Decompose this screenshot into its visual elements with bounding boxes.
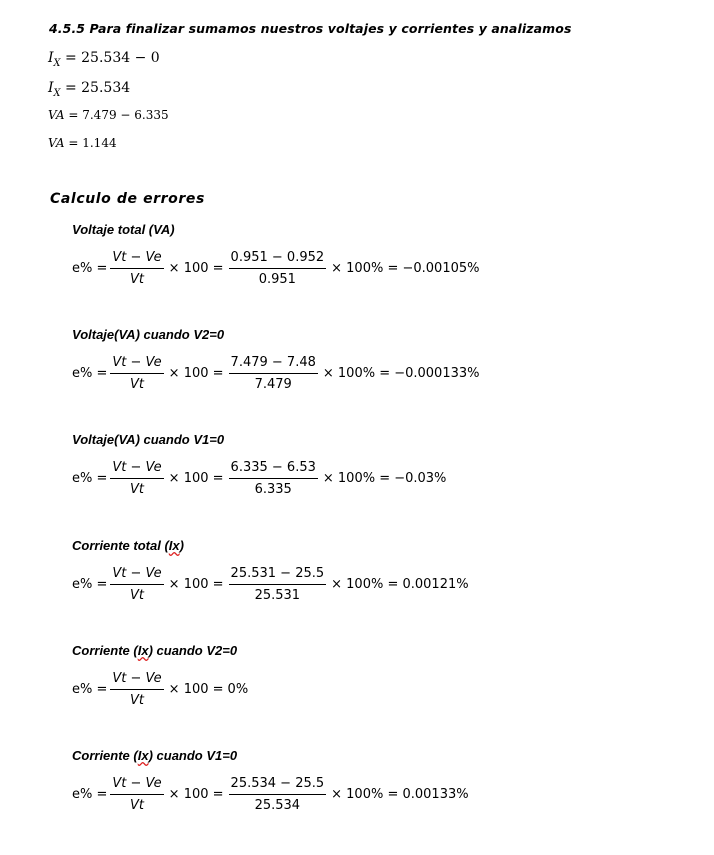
equation-va-1: VA = 7.479 − 6.335 bbox=[48, 108, 169, 122]
formula-fraction: $\frac{Vt - Ve}{Vt}$ bbox=[112, 250, 162, 287]
block-label: Voltaje(VA) cuando V1=0 bbox=[72, 432, 225, 447]
error-formula: e% = $\frac{Vt - Ve}{Vt}$ × 100 = $\frac{6.335 - 6.53}{6.335}$ × 100% = −0.03% bbox=[72, 460, 447, 497]
equation-ix-1: $I_X = 25.534 - 0$ bbox=[48, 50, 160, 69]
values-fraction: $\frac{7.479 - 7.48}{7.479}$ bbox=[230, 355, 316, 392]
error-result: × 100% = 0.00121% bbox=[331, 577, 469, 592]
error-formula: e% = $\frac{Vt - Ve}{Vt}$ × 100 = $\frac{7.479 - 7.48}{7.479}$ × 100% = −0.000133% bbox=[72, 355, 480, 392]
values-fraction: $\frac{25.534 - 25.5}{25.534}$ bbox=[230, 776, 325, 813]
error-result: 0% bbox=[227, 682, 249, 697]
formula-fraction: $\frac{Vt - Ve}{Vt}$ bbox=[112, 671, 162, 708]
block-label: Corriente (Ix) cuando V1=0 bbox=[72, 748, 238, 763]
error-formula: e% = $\frac{Vt - Ve}{Vt}$ × 100 = $\frac{25.534 - 25.5}{25.534}$ × 100% = 0.00133% bbox=[72, 776, 469, 813]
error-result: × 100% = −0.03% bbox=[322, 471, 447, 486]
formula-fraction: $\frac{Vt - Ve}{Vt}$ bbox=[112, 566, 162, 603]
error-formula: e% = $\frac{Vt - Ve}{Vt}$ × 100 = $\frac{25.531 - 25.5}{25.531}$ × 100% = 0.00121% bbox=[72, 566, 469, 603]
spellcheck-mark: Ix bbox=[137, 748, 149, 763]
spellcheck-mark: Ix bbox=[168, 538, 180, 553]
error-block-corriente-v2 bbox=[72, 643, 250, 708]
values-fraction: $\frac{0.951 - 0.952}{0.951}$ bbox=[230, 250, 325, 287]
block-label: Voltaje(VA) cuando V2=0 bbox=[72, 327, 225, 342]
block-label: Voltaje total (VA) bbox=[72, 222, 175, 237]
formula-fraction: $\frac{Vt - Ve}{Vt}$ bbox=[112, 355, 162, 392]
spellcheck-mark: Ix bbox=[137, 643, 149, 658]
block-label: Corriente (Ix) cuando V2=0 bbox=[72, 643, 238, 658]
formula-fraction: $\frac{Vt - Ve}{Vt}$ bbox=[112, 460, 162, 497]
block-label: Corriente total (Ix) bbox=[72, 538, 184, 553]
error-result: × 100% = −0.000133% bbox=[322, 366, 480, 381]
error-block-voltaje-v2 bbox=[72, 327, 482, 392]
equation-ix-2: $I_X = 25.534$ bbox=[48, 80, 131, 99]
equation-va-2: VA = 1.144 bbox=[48, 136, 117, 150]
values-fraction: $\frac{25.531 - 25.5}{25.531}$ bbox=[230, 566, 325, 603]
error-result: × 100% = −0.00105% bbox=[331, 261, 480, 276]
error-block-voltaje-v1 bbox=[72, 432, 448, 497]
section-heading: 4.5.5 Para finalizar sumamos nuestros voltajes y corrientes y analizamos bbox=[49, 21, 572, 36]
error-formula: e% = $\frac{Vt - Ve}{Vt}$ × 100 = $\frac{0.951 - 0.952}{0.951}$ × 100% = −0.00105% bbox=[72, 250, 480, 287]
error-block-corriente-v1 bbox=[72, 748, 471, 813]
formula-fraction: $\frac{Vt - Ve}{Vt}$ bbox=[112, 776, 162, 813]
error-result: × 100% = 0.00133% bbox=[331, 787, 469, 802]
error-block-corriente-total bbox=[72, 538, 471, 603]
error-block-voltaje-total bbox=[72, 222, 482, 287]
values-fraction: $\frac{6.335 - 6.53}{6.335}$ bbox=[230, 460, 316, 497]
errors-title: Calculo de errores bbox=[50, 191, 205, 207]
error-formula: e% = $\frac{Vt - Ve}{Vt}$ × 100 = 0% bbox=[72, 671, 249, 708]
